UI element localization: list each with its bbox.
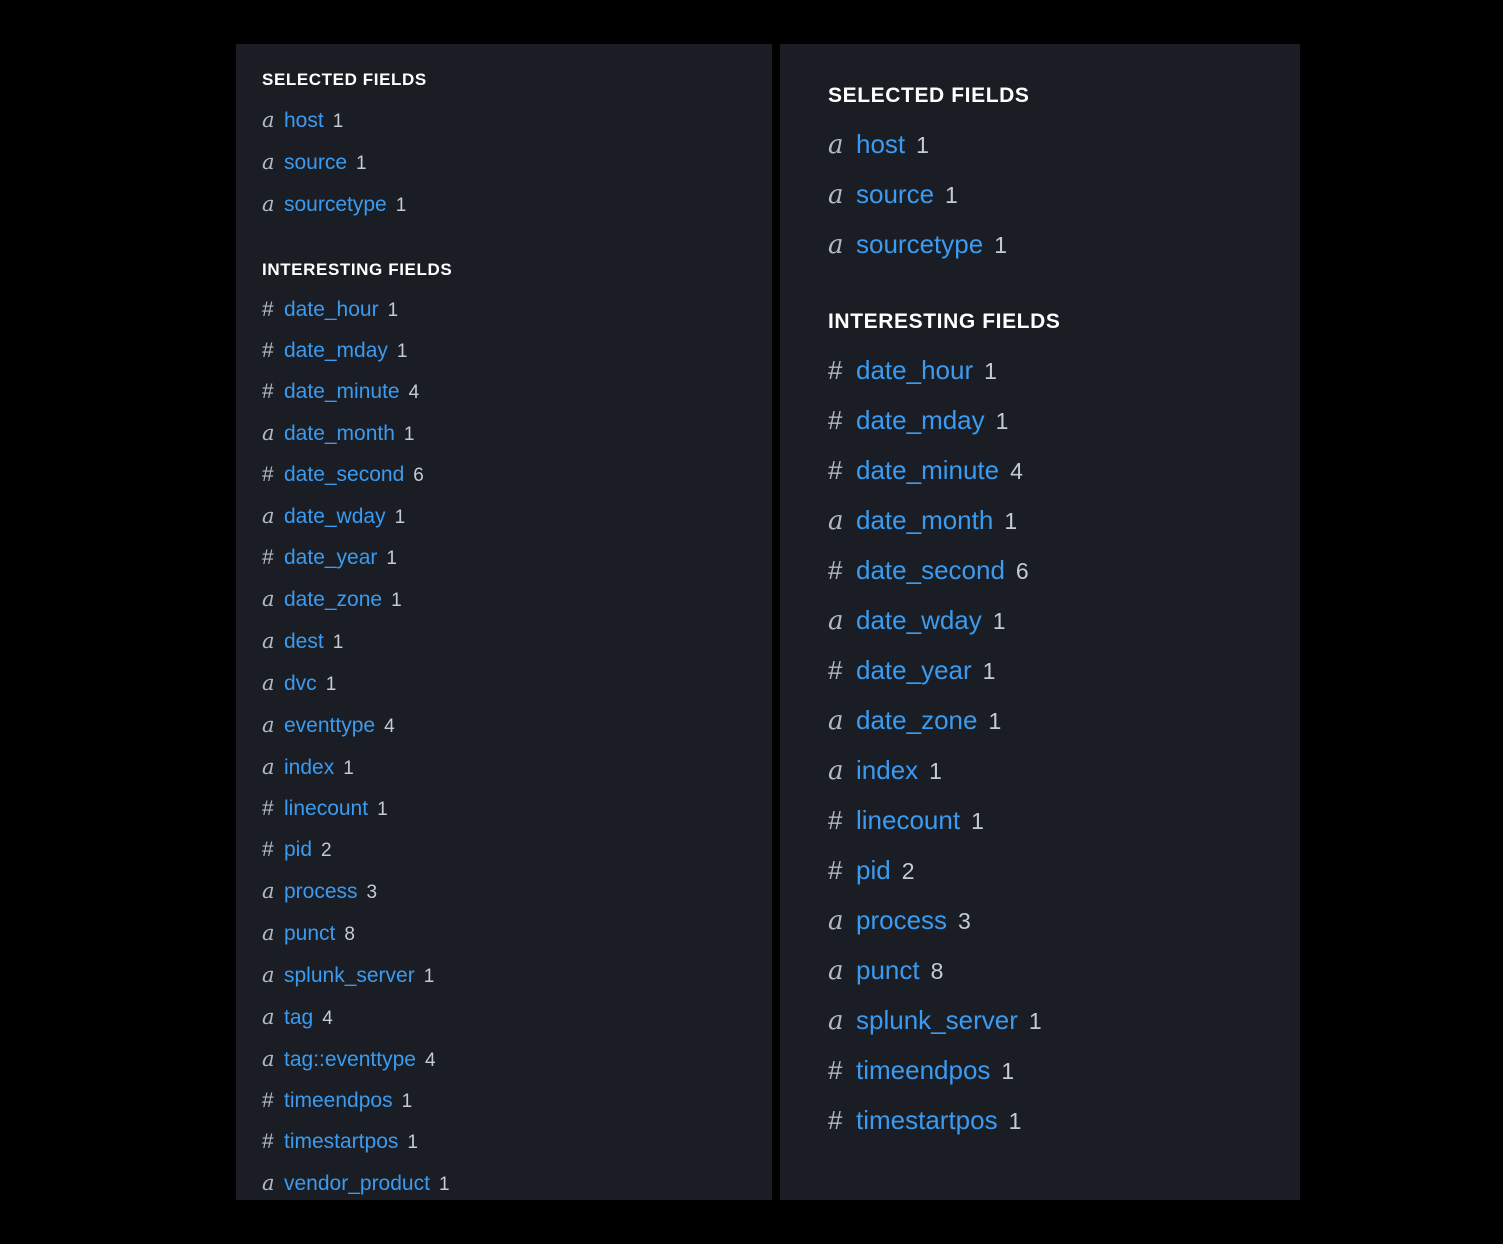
field-item-splunk_server[interactable] [828,996,1300,1046]
field-item-date_month[interactable] [262,413,772,455]
field-value-count: 1 [992,608,1006,634]
field-value-count: 1 [929,758,942,784]
field-value-count: 1 [332,632,344,653]
field-name[interactable]: date_second [284,463,405,486]
field-value-count: 1 [1004,508,1018,534]
field-value-count: 1 [395,195,407,216]
field-value-count: 1 [377,799,388,820]
field-value-count: 1 [995,408,1009,434]
field-name[interactable]: linecount [284,797,369,820]
string-field-icon: a [828,706,844,736]
field-item-host[interactable] [262,100,772,142]
field-item-index[interactable] [262,747,772,789]
interesting-fields-heading-left: INTERESTING FIELDS [262,260,453,279]
field-name[interactable]: punct [284,922,336,945]
field-name[interactable]: date_minute [856,455,1000,485]
spacer [828,334,1300,346]
numeric-field-icon: # [262,546,274,569]
field-item-tag::eventtype[interactable] [262,1039,772,1081]
field-name[interactable]: date_mday [856,405,985,435]
spacer [262,280,772,290]
field-item-timeendpos[interactable] [828,1046,1300,1096]
field-item-date_second[interactable] [262,455,772,496]
field-item-index[interactable] [828,746,1300,796]
spacer [262,90,772,100]
string-field-icon: a [262,504,275,528]
field-item-sourcetype[interactable] [828,220,1300,270]
field-value-count: 1 [407,1132,418,1153]
string-field-icon: a [262,921,275,945]
field-value-count: 1 [423,966,435,987]
string-field-icon: a [262,755,275,779]
field-name[interactable]: date_mday [284,339,388,362]
string-field-icon: a [262,108,275,132]
string-field-icon: a [262,879,275,903]
numeric-field-icon: # [828,655,843,685]
field-item-pid[interactable] [828,846,1300,896]
field-name[interactable]: date_wday [284,505,386,528]
field-item-date_hour[interactable] [262,290,772,331]
numeric-field-icon: # [262,339,274,362]
field-value-count: 1 [916,132,929,158]
field-value-count: 2 [321,840,332,861]
string-field-icon: a [262,963,275,987]
string-field-icon: a [262,629,275,653]
field-item-source[interactable] [262,142,772,184]
numeric-field-icon: # [828,805,843,835]
interesting-fields-list-left [262,290,772,1205]
field-item-timeendpos[interactable] [262,1081,772,1122]
field-value-count: 1 [356,153,367,174]
interesting-fields-heading-right: INTERESTING FIELDS [828,310,1061,333]
field-item-linecount[interactable] [828,796,1300,846]
field-value-count: 1 [343,758,354,779]
field-item-date_mday[interactable] [828,396,1300,446]
field-value-count: 4 [322,1008,333,1029]
numeric-field-icon: # [262,1089,274,1112]
field-name[interactable]: dest [284,630,324,653]
field-value-count: 4 [424,1050,436,1071]
selected-fields-list-right [828,120,1300,270]
field-value-count: 2 [901,858,915,884]
field-item-pid[interactable] [262,830,772,871]
field-name[interactable]: index [856,755,919,785]
field-name[interactable]: index [284,756,335,779]
spacer [262,226,772,260]
field-name[interactable]: linecount [856,805,961,835]
field-item-date_second[interactable] [828,546,1300,596]
field-item-timestartpos[interactable] [828,1096,1300,1146]
field-value-count: 1 [994,232,1007,258]
field-name[interactable]: tag::eventtype [284,1048,416,1071]
string-field-icon: a [828,230,844,260]
field-value-count: 3 [366,882,378,903]
field-name[interactable]: timestartpos [856,1105,998,1135]
field-name[interactable]: date_zone [284,588,383,611]
string-field-icon: a [828,130,844,160]
numeric-field-icon: # [262,463,274,486]
field-item-process[interactable] [262,871,772,913]
field-item-punct[interactable] [262,913,772,955]
field-name[interactable]: vendor_product [284,1172,430,1195]
field-item-date_wday[interactable] [262,496,772,538]
field-item-date_year[interactable] [828,646,1300,696]
field-name[interactable]: punct [856,955,920,985]
field-name[interactable]: date_year [856,655,972,685]
field-item-host[interactable] [828,120,1300,170]
field-name[interactable]: dvc [284,672,317,695]
field-value-count: 1 [971,808,984,834]
field-value-count: 1 [1008,1108,1022,1134]
field-name[interactable]: source [284,151,348,174]
field-item-date_mday[interactable] [262,331,772,372]
field-name[interactable]: date_month [284,422,395,445]
string-field-icon: a [262,713,275,737]
field-value-count: 3 [958,908,971,934]
numeric-field-icon: # [828,355,843,385]
field-name[interactable]: host [856,129,906,159]
field-item-source[interactable] [828,170,1300,220]
field-name[interactable]: process [284,880,358,903]
field-item-dvc[interactable] [262,663,772,705]
field-item-date_zone[interactable] [262,579,772,621]
field-value-count: 4 [384,716,395,737]
field-name[interactable]: date_minute [284,380,400,403]
field-name[interactable]: splunk_server [284,964,415,987]
string-field-icon: a [262,192,275,216]
fields-panel-left [236,44,772,1200]
field-value-count: 1 [391,590,402,611]
field-name[interactable]: tag [284,1006,314,1029]
field-name[interactable]: timeendpos [856,1055,991,1085]
field-value-count: 1 [396,341,408,362]
numeric-field-icon: # [828,855,843,885]
field-item-date_wday[interactable] [828,596,1300,646]
fields-panel-right [780,44,1300,1200]
field-value-count: 8 [930,958,944,984]
string-field-icon: a [828,506,844,536]
string-field-icon: a [262,1005,275,1029]
field-name[interactable]: eventtype [284,714,376,737]
field-name[interactable]: source [856,179,935,209]
field-item-timestartpos[interactable] [262,1122,772,1163]
field-name[interactable]: sourcetype [284,193,387,216]
field-name[interactable]: timeendpos [284,1089,393,1112]
field-name[interactable]: date_hour [856,355,974,385]
field-name[interactable]: timestartpos [284,1130,399,1153]
string-field-icon: a [262,150,275,174]
field-value-count: 4 [408,382,420,403]
numeric-field-icon: # [262,380,274,403]
field-name[interactable]: process [856,905,948,935]
field-item-date_minute[interactable] [828,446,1300,496]
field-name[interactable]: date_hour [284,298,379,321]
field-item-eventtype[interactable] [262,705,772,747]
field-value-count: 1 [1001,1058,1015,1084]
field-value-count: 1 [325,674,337,695]
string-field-icon: a [828,180,844,210]
field-name[interactable]: pid [856,855,891,885]
string-field-icon: a [828,906,844,936]
field-value-count: 6 [413,465,424,486]
string-field-icon: a [262,1047,275,1071]
interesting-fields-list-right [828,346,1300,1146]
selected-fields-list-left [262,100,772,226]
field-value-count: 1 [387,300,399,321]
field-item-process[interactable] [828,896,1300,946]
spacer [828,108,1300,120]
numeric-field-icon: # [262,298,274,321]
field-name[interactable]: date_month [856,505,994,535]
field-value-count: 6 [1015,558,1029,584]
string-field-icon: a [262,421,275,445]
selected-fields-heading-right: SELECTED FIELDS [828,84,1030,107]
field-name[interactable]: date_wday [856,605,982,635]
numeric-field-icon: # [262,1130,274,1153]
field-name[interactable]: date_second [856,555,1005,585]
numeric-field-icon: # [262,838,274,861]
field-value-count: 1 [394,507,406,528]
field-item-tag[interactable] [262,997,772,1039]
field-name[interactable]: splunk_server [856,1005,1018,1035]
numeric-field-icon: # [828,455,843,485]
field-item-date_zone[interactable] [828,696,1300,746]
string-field-icon: a [262,587,275,611]
string-field-icon: a [828,606,844,636]
field-value-count: 1 [982,658,996,684]
numeric-field-icon: # [828,555,843,585]
string-field-icon: a [262,1171,275,1195]
field-name[interactable]: pid [284,838,313,861]
field-value-count: 1 [332,111,344,132]
field-value-count: 1 [988,708,1002,734]
field-item-vendor_product[interactable] [262,1163,772,1205]
field-value-count: 1 [1028,1008,1042,1034]
numeric-field-icon: # [828,1105,843,1135]
spacer [828,270,1300,310]
field-value-count: 1 [403,424,415,445]
field-item-date_hour[interactable] [828,346,1300,396]
field-name[interactable]: date_year [284,546,378,569]
field-name[interactable]: date_zone [856,705,978,735]
string-field-icon: a [828,956,844,986]
field-value-count: 1 [386,548,397,569]
field-value-count: 1 [945,182,958,208]
field-value-count: 4 [1010,458,1023,484]
field-item-linecount[interactable] [262,789,772,830]
field-value-count: 8 [344,924,355,945]
field-item-date_minute[interactable] [262,372,772,413]
string-field-icon: a [262,671,275,695]
field-item-splunk_server[interactable] [262,955,772,997]
selected-fields-heading-left: SELECTED FIELDS [262,70,427,89]
field-item-date_year[interactable] [262,538,772,579]
field-item-punct[interactable] [828,946,1300,996]
field-name[interactable]: host [284,109,324,132]
string-field-icon: a [828,756,844,786]
field-item-sourcetype[interactable] [262,184,772,226]
field-value-count: 1 [401,1091,413,1112]
numeric-field-icon: # [828,405,843,435]
numeric-field-icon: # [262,797,274,820]
field-value-count: 1 [438,1174,450,1195]
field-item-dest[interactable] [262,621,772,663]
string-field-icon: a [828,1006,844,1036]
numeric-field-icon: # [828,1055,843,1085]
field-value-count: 1 [984,358,997,384]
field-item-date_month[interactable] [828,496,1300,546]
field-name[interactable]: sourcetype [856,229,984,259]
